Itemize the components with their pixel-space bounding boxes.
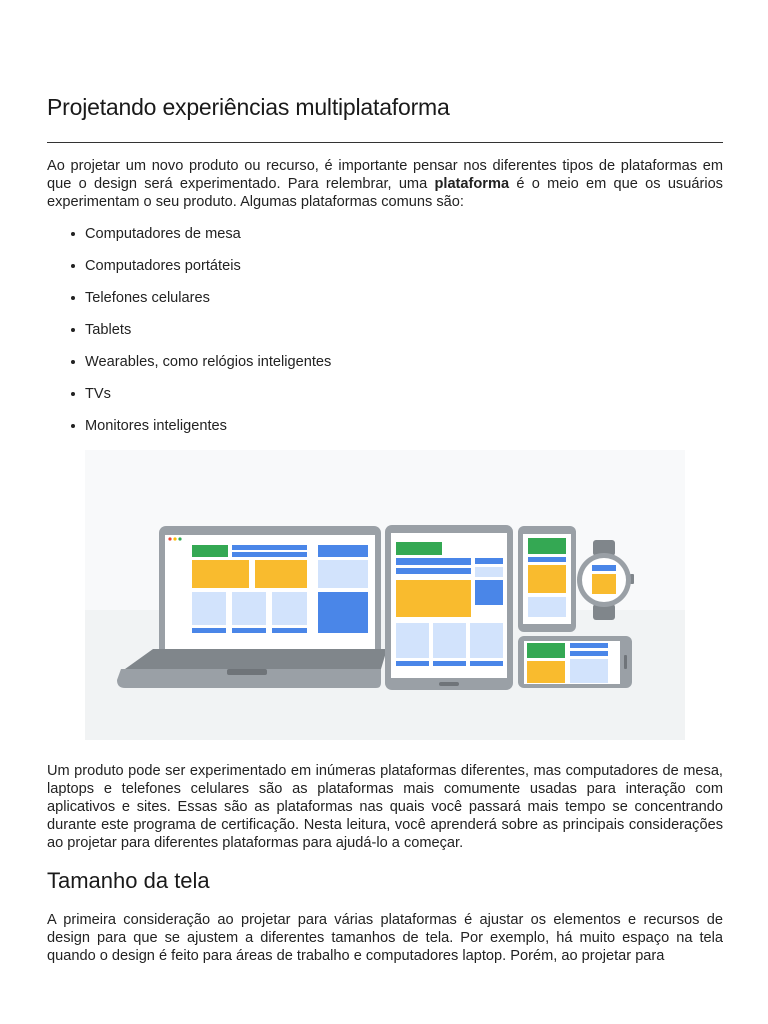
intro-bold-term: plataforma bbox=[434, 176, 510, 192]
intro-text-after: é o meio em que os usuários experimentam o seu produto. Algumas plataformas comuns são: bbox=[47, 176, 723, 210]
list-item: Computadores portáteis bbox=[85, 256, 331, 288]
list-item: TVs bbox=[85, 384, 331, 416]
list-item: Computadores de mesa bbox=[85, 224, 331, 256]
list-item: Telefones celulares bbox=[85, 288, 331, 320]
list-item: Wearables, como relógios inteligentes bbox=[85, 352, 331, 384]
title-divider bbox=[47, 142, 723, 143]
body-paragraph-platforms: Um produto pode ser experimentado em inúmeras plataformas diferentes, mas computadores de mesa, laptops e telefones celulares são as plataformas mais comumente usadas para interação com aplicativos e sites. Essas são as plataformas nas quais você passará mais tempo se concentrando durante este programa de certificação. Nesta leitura, você aprenderá sobre as principais considerações ao projetar para diferentes plataformas para ajudá-lo a começar. bbox=[47, 763, 723, 851]
intro-paragraph bbox=[47, 157, 723, 211]
phone-landscape-icon bbox=[518, 636, 632, 688]
page-title: Projetando experiências multiplataforma bbox=[47, 94, 450, 120]
body-paragraph-screen-size: A primeira consideração ao projetar para várias plataformas é ajustar os elementos e recursos de design para que se ajustem a diferentes tamanhos de tela. Por exemplo, há muito espaço na tela quando o design é feito para áreas de trabalho e computadores laptop. Porém, ao projetar para bbox=[47, 912, 723, 964]
phone-icon bbox=[518, 526, 576, 632]
multiplatform-devices-illustration bbox=[85, 450, 685, 740]
list-item: Tablets bbox=[85, 320, 331, 352]
tablet-icon bbox=[385, 525, 513, 690]
section-title: Tamanho da tela bbox=[47, 868, 210, 893]
intro-text-before: Ao projetar um novo produto ou recurso, é importante pensar nos diferentes tipos de plataformas em que o design será experimentado. Para relembrar, uma bbox=[47, 158, 723, 192]
platform-list bbox=[47, 224, 331, 448]
list-item: Monitores inteligentes bbox=[85, 416, 331, 448]
